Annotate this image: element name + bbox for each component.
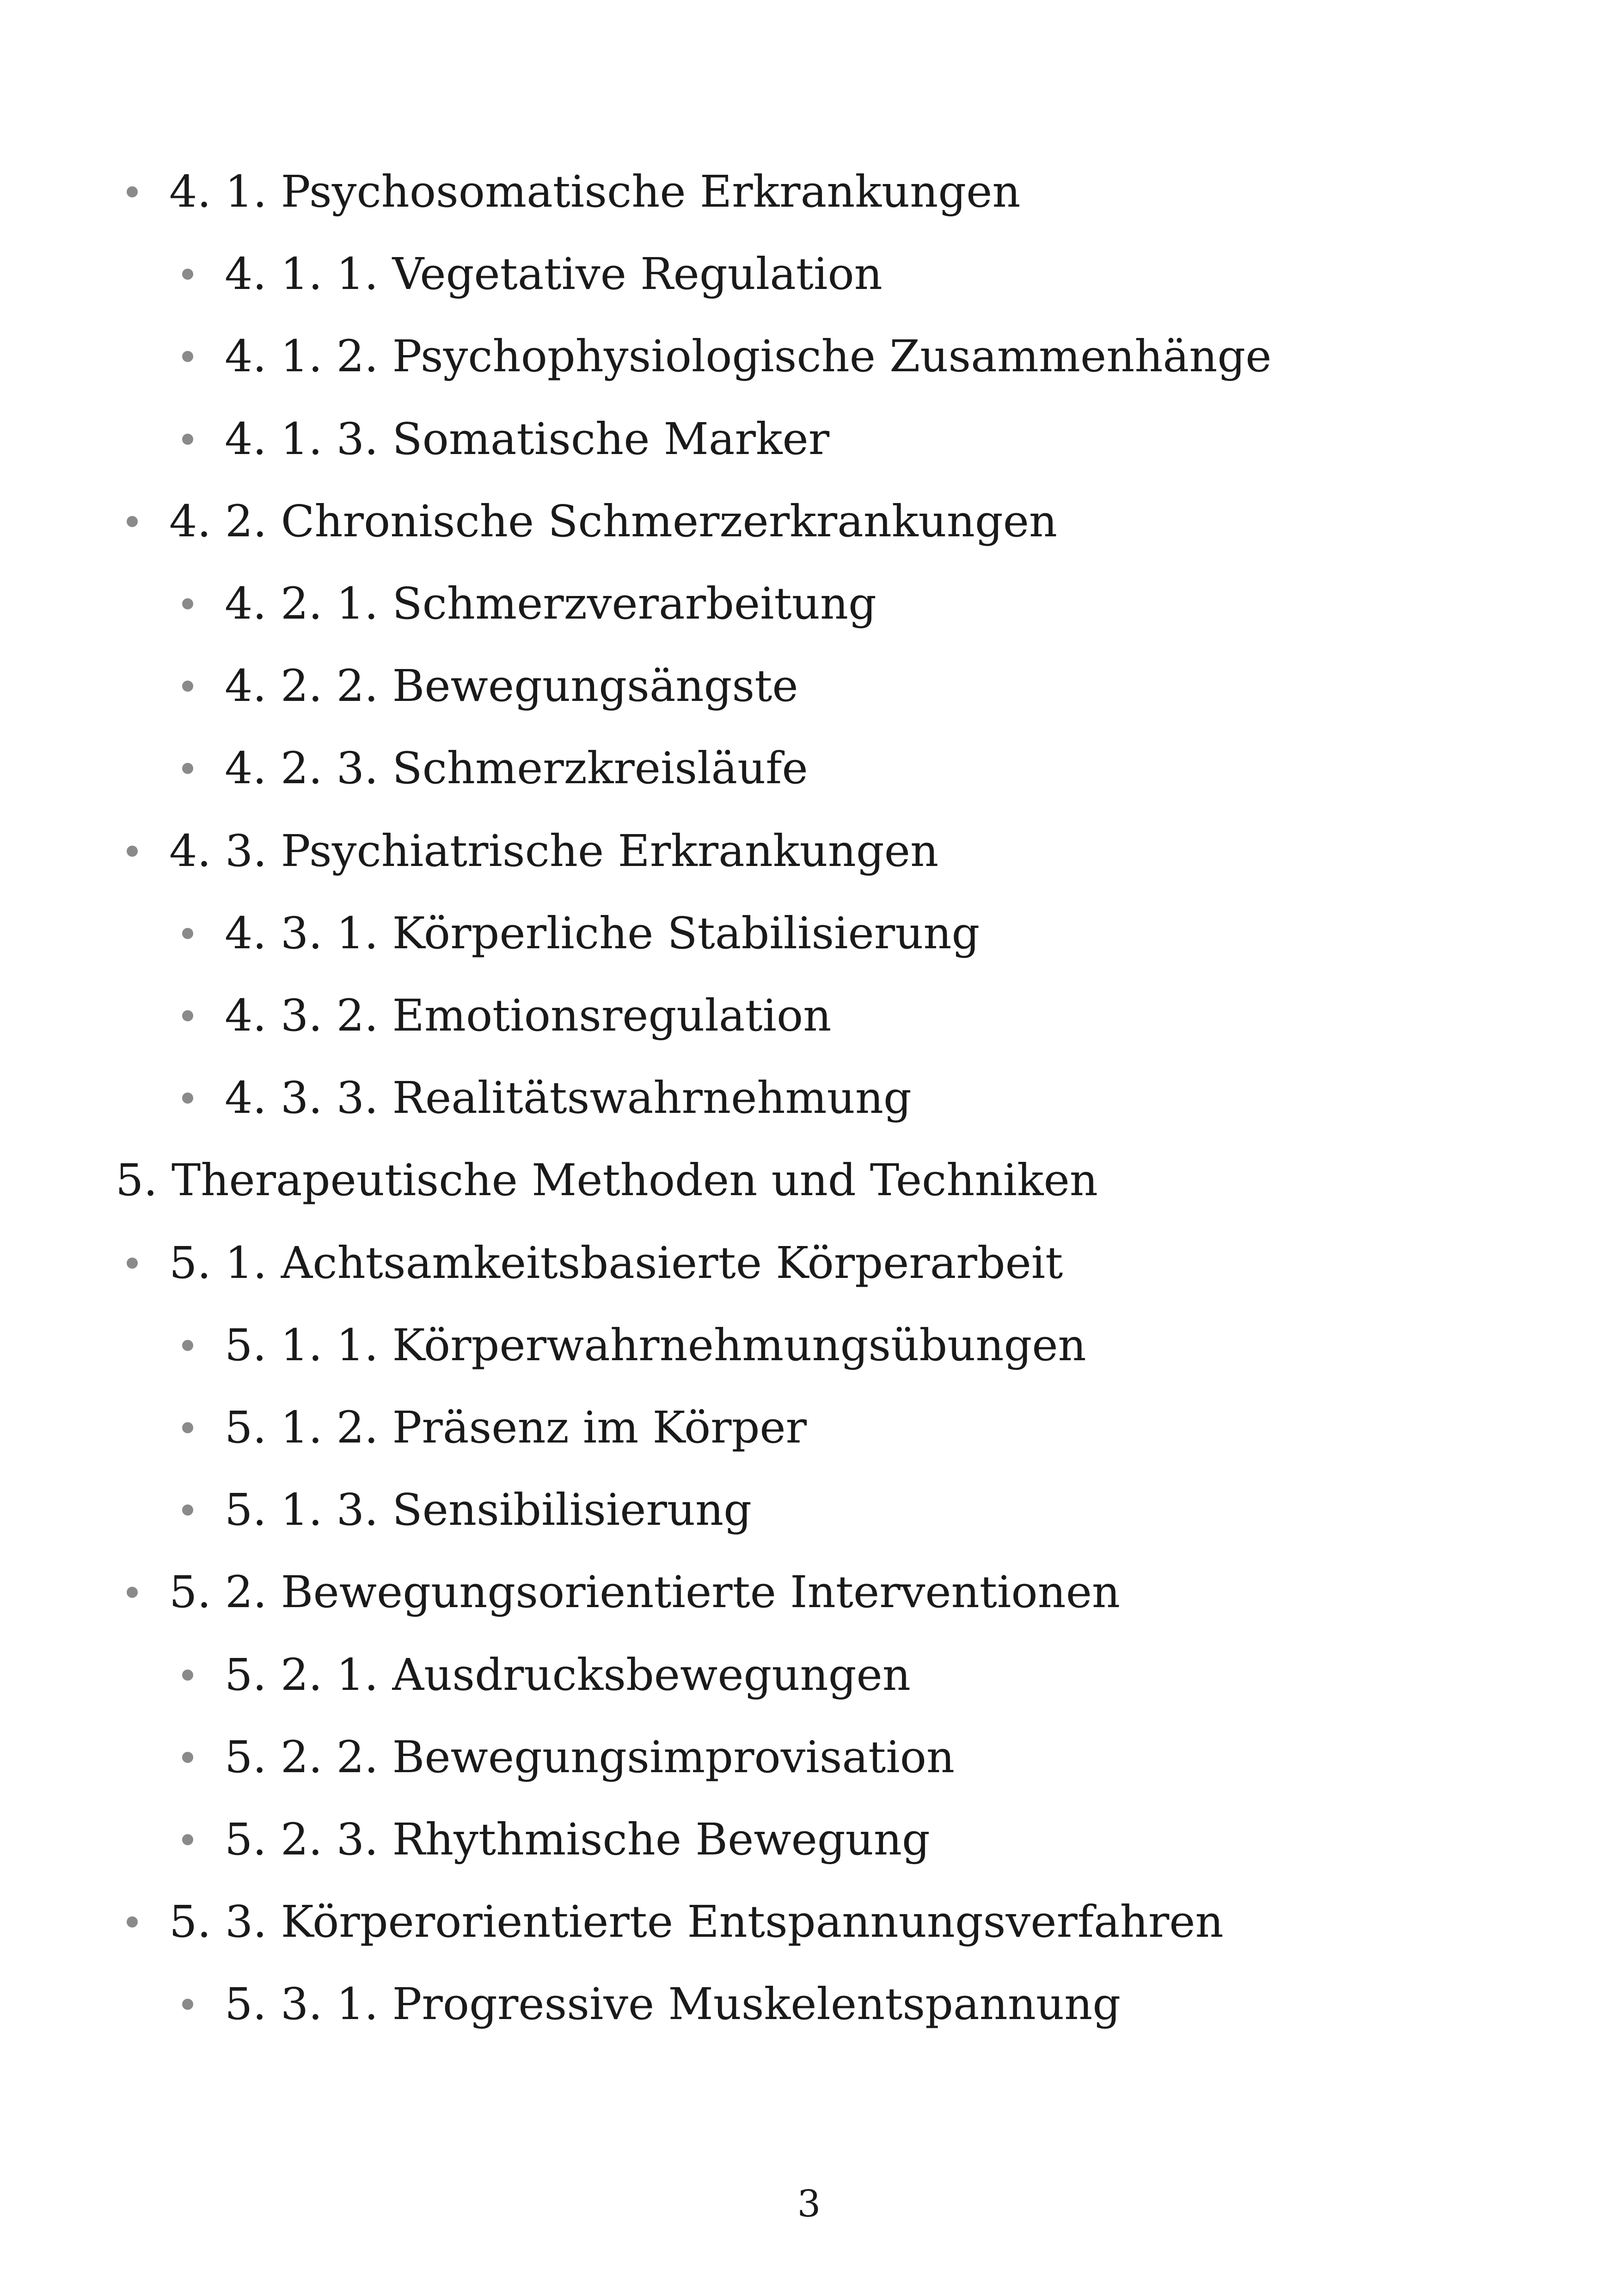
bullet-icon	[127, 1916, 138, 1928]
toc-entry-label: 5. 2. 2. Bewegungsimprovisation	[225, 1732, 955, 1783]
bullet-icon	[182, 1010, 193, 1021]
toc-entry-label: 5. 1. 2. Präsenz im Körper	[225, 1402, 807, 1453]
toc-entry-4-2-3	[0, 728, 1618, 809]
bullet-icon	[182, 763, 193, 774]
toc-entry-label: 4. 2. Chronische Schmerzerkrankungen	[169, 496, 1058, 547]
toc-entry-label: 5. 2. 3. Rhythmische Bewegung	[225, 1814, 930, 1865]
toc-entry-label: 4. 1. Psychosomatische Erkrankungen	[169, 166, 1021, 217]
toc-entry-5-2-3	[0, 1799, 1618, 1880]
toc-chapter-5	[0, 1140, 1618, 1221]
toc-entry-4-3-1	[0, 893, 1618, 974]
toc-entry-label: 4. 3. 2. Emotionsregulation	[225, 990, 832, 1041]
bullet-icon	[182, 1834, 193, 1845]
bullet-icon	[127, 516, 138, 527]
bullet-icon	[182, 1504, 193, 1516]
toc-entry-4-2-2	[0, 645, 1618, 727]
toc-chapter-label: 5. Therapeutische Methoden und Techniken	[116, 1155, 1098, 1206]
bullet-icon	[182, 598, 193, 609]
toc-entry-4-2-1	[0, 563, 1618, 645]
toc-entry-label: 5. 1. Achtsamkeitsbasierte Körperarbeit	[169, 1238, 1063, 1289]
bullet-icon	[127, 186, 138, 197]
bullet-icon	[127, 846, 138, 857]
toc-entry-label: 4. 2. 1. Schmerzverarbeitung	[225, 578, 876, 629]
toc-entry-label: 4. 1. 3. Somatische Marker	[225, 414, 830, 465]
toc-entry-label: 4. 3. 3. Realitätswahrnehmung	[225, 1073, 912, 1123]
toc-entry-label: 4. 2. 2. Bewegungsängste	[225, 661, 798, 712]
toc-entry-label: 5. 2. Bewegungsorientierte Interventionen	[169, 1567, 1121, 1618]
toc-entry-4-3	[0, 810, 1618, 892]
bullet-icon	[182, 1670, 193, 1681]
bullet-icon	[182, 351, 193, 362]
bullet-icon	[182, 1752, 193, 1763]
toc-entry-5-3-1	[0, 1964, 1618, 2045]
toc-entry-label: 5. 1. 1. Körperwahrnehmungsübungen	[225, 1320, 1086, 1371]
bullet-icon	[127, 1587, 138, 1598]
toc-entry-4-1-2	[0, 316, 1618, 397]
toc-entry-4-2	[0, 481, 1618, 562]
toc-entry-label: 4. 1. 2. Psychophysiologische Zusammenhänge	[225, 331, 1272, 382]
bullet-icon	[182, 1422, 193, 1433]
toc-entry-label: 5. 2. 1. Ausdrucksbewegungen	[225, 1650, 911, 1701]
bullet-icon	[182, 1340, 193, 1351]
toc-entry-label: 5. 3. Körperorientierte Entspannungsverfahren	[169, 1897, 1224, 1947]
toc-entry-4-1-3	[0, 399, 1618, 480]
bullet-icon	[182, 1999, 193, 2010]
toc-entry-5-3	[0, 1881, 1618, 1963]
page-number: 3	[797, 2182, 821, 2225]
bullet-icon	[182, 928, 193, 939]
bullet-icon	[182, 681, 193, 692]
toc-entry-5-2-2	[0, 1717, 1618, 1798]
bullet-icon	[182, 269, 193, 280]
toc-entry-4-1-1	[0, 233, 1618, 315]
toc-entry-5-1-2	[0, 1387, 1618, 1468]
bullet-icon	[182, 434, 193, 445]
toc-entry-5-1	[0, 1222, 1618, 1304]
toc-entry-label: 4. 3. 1. Körperliche Stabilisierung	[225, 908, 980, 959]
toc-entry-4-3-2	[0, 975, 1618, 1056]
toc-entry-label: 4. 1. 1. Vegetative Regulation	[225, 249, 883, 300]
toc-entry-label: 5. 3. 1. Progressive Muskelentspannung	[225, 1979, 1121, 2030]
toc-entry-4-1	[0, 151, 1618, 233]
toc-entry-4-3-3	[0, 1057, 1618, 1139]
bullet-icon	[182, 1093, 193, 1104]
toc-entry-label: 4. 2. 3. Schmerzkreisläufe	[225, 743, 808, 794]
toc-entry-5-1-3	[0, 1469, 1618, 1551]
toc-entry-label: 5. 1. 3. Sensibilisierung	[225, 1485, 752, 1535]
bullet-icon	[127, 1258, 138, 1269]
toc-entry-5-2-1	[0, 1634, 1618, 1716]
toc-entry-label: 4. 3. Psychiatrische Erkrankungen	[169, 826, 939, 877]
toc-entry-5-1-1	[0, 1305, 1618, 1386]
toc-entry-5-2	[0, 1552, 1618, 1633]
